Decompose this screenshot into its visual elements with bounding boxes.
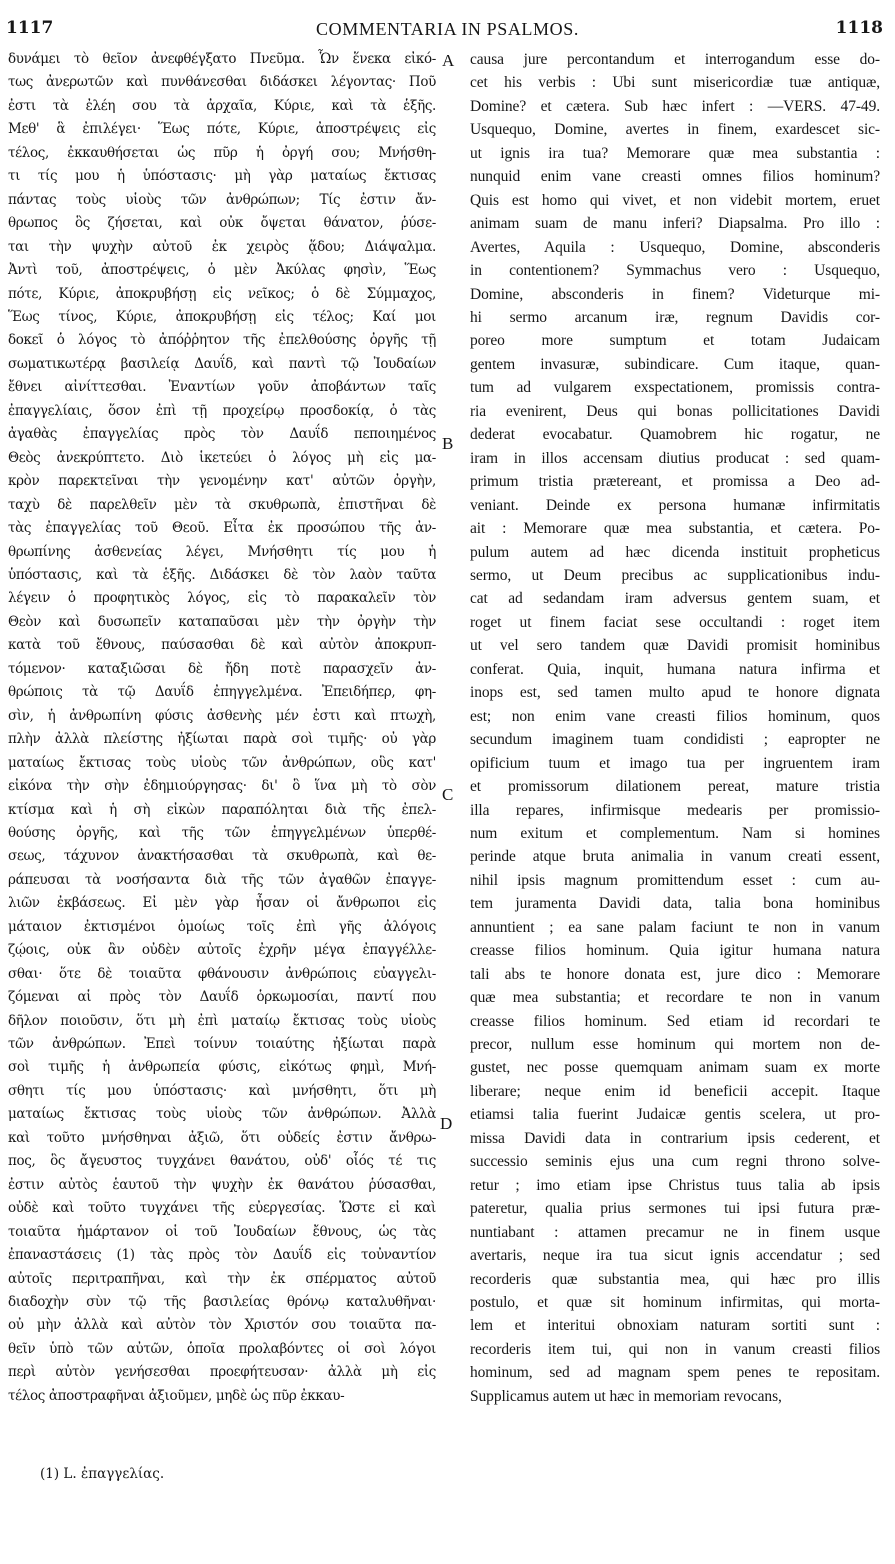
latin-text-line: et promissorum dilationem pereat, mature tristia	[470, 778, 880, 796]
margin-letter-d: D	[440, 1114, 453, 1133]
greek-text-line: λέγειν ὁ προφητικὸς λόγος, εἰς τὸ παρακαλεῖν τὸν	[8, 590, 436, 607]
greek-text-line: πλὴν ἀλλὰ πλείστης ἠξίωται παρὰ σοὶ τιμῆς· οὐ γὰρ	[8, 731, 436, 748]
greek-text-line: ἐστι τὰ ἐλέη σου τὰ ἀρχαῖα, Κύριε, καὶ τὰ ἑξῆς.	[8, 97, 436, 114]
greek-text-line: Ἀντὶ τοῦ, ἀποστρέψεις, ὁ μὲν Ἀκύλας φησὶν, Ἕως	[8, 262, 436, 279]
latin-text-line: ria evenirent, Deus qui bonas pollicitationes Davidi	[470, 402, 880, 420]
greek-text-line: περὶ αὐτὸν γενήσεσθαι προεφήτευσαν· ἀλλὰ μὴ εἰς	[8, 1364, 436, 1381]
greek-text-line: ἐστιν αὐτὸς ἑαυτοῦ τὴν ψυχὴν ἐκ θανάτου ῥύσασθαι,	[8, 1176, 436, 1193]
latin-text-line: creasse filios hominum. Sed etiam id recordari te	[470, 1012, 880, 1030]
latin-text-line: liberare; neque enim id beneficii accepit. Itaque	[470, 1082, 880, 1100]
latin-text-line: hi sermo arcanum iræ, regnum Davidis cor-	[470, 308, 880, 326]
latin-text-line: tem juramenta Davidi data, talia bona hominibus	[470, 895, 880, 913]
greek-text-line: Μεθ' ἃ ἐπιλέγει· Ἕως πότε, Κύριε, ἀποστρέψεις εἰς	[8, 121, 436, 138]
greek-text-line: σθαι· ὅτε δὲ τοιαῦτα φθάνουσιν ἀνθρώποις εὐαγγελι-	[8, 965, 436, 982]
greek-text-line: Θεὸς ἀνεκρύπτετο. Διὸ ἱκετεύει ὁ λόγος μὴ εἰς μα-	[8, 449, 436, 466]
latin-text-line: successio seminis ejus una cum regni throno solve-	[470, 1153, 880, 1171]
latin-text-line: veniant. Deinde ex persona humanæ infirmitatis	[470, 496, 880, 514]
greek-text-line: ἀγαθὰς ἐπαγγελίας πρὸς τὸν Δαυΐδ πεποιημένος	[8, 426, 436, 443]
latin-text-line: sermo, ut Deum precibus ac supplicationibus indu-	[470, 566, 880, 584]
latin-text-line: cet his verbis : Ubi sunt misericordiæ tuæ antiquæ,	[470, 74, 880, 92]
greek-text-line: κατὰ τοῦ ἔθνους, παύσασθαι δὲ καὶ αὐτὸν ἀποκρυπ-	[8, 637, 436, 654]
latin-text-line: in contentionem? Symmachus vero : Usquequo,	[470, 262, 880, 280]
latin-text-line: precor, nullum esse hominum qui mortem non de-	[470, 1036, 880, 1054]
latin-text-line: causa jure percontandum et interrogandum esse do-	[470, 51, 880, 68]
latin-text-line: Avertes, Aquila : Usquequo, Domine, absconderis	[470, 238, 880, 256]
greek-text-line: μάταιον ἐκτισμένοι ὁμοίως τοῖς ἐπὶ γῆς ἀλόγοις	[8, 918, 436, 935]
latin-text-line: Quis est homo qui vivet, et non videbit mortem, eruet	[470, 191, 880, 209]
greek-text-line: καὶ τοῦτο μνήσθηναι ἀξιῶ, ὅτι οὐδείς ἐστιν ἄνθρω-	[8, 1129, 436, 1146]
greek-text-line: αὐτοῖς περιτραπῆναι, καὶ τὴν ἐκ σπέρματος αὐτοῦ	[8, 1270, 436, 1287]
greek-text-line: τὰς ἐπαγγελίας τοῦ Θεοῦ. Εἶτα ἐκ προσώπου τῆς ἀν-	[8, 520, 436, 537]
greek-text-line: σθητι τίς μου ὑπόστασις· καὶ μνήσθητι, ὅτι μὴ	[8, 1082, 436, 1099]
latin-text-line: opificium tuum et imago tua per ingruentem iram	[470, 754, 880, 772]
greek-text-line: θεῖν ὑπὸ τῶν αὐτῶν, ὁποῖα προλαβόντες οἱ σοὶ λόγοι	[8, 1340, 436, 1357]
latin-text-line: dederat evocabatur. Quamobrem hic rogatur, ne	[470, 426, 880, 444]
latin-text-line: Domine, absconderis in finem? Videturque mi-	[470, 285, 880, 303]
greek-text-line: κρὸν παρεκτεῖναι τὴν γενομένην κατ' αὐτῶν ὀργὴν,	[8, 473, 436, 490]
latin-text-line: Supplicamus autem ut hæc in memoriam revocans,	[470, 1387, 782, 1405]
latin-text-line: perinde atque bruta animalia in vanum creati essent,	[470, 848, 880, 866]
greek-text-line: σεως, τάχυνον ἀνακτήσασθαι τὰ σκυθρωπὰ, καὶ θε-	[8, 848, 436, 865]
latin-text-line: Domine? et cætera. Sub hæc infert : —VERS. 47-49.	[470, 97, 880, 115]
latin-text-line: iram in illos accensam diutius producat : sed quam-	[470, 449, 880, 467]
greek-text-line: ράπευσαι τὰ νοσήσαντα διὰ τῆς τῶν ἀγαθῶν ἐπαγγε-	[8, 871, 436, 888]
latin-text-line: tali abs te honore donata est, jure dico : Memorare	[470, 965, 880, 983]
latin-text-line: lem et interitui obnoxiam naturam sortiti sunt :	[470, 1317, 880, 1335]
greek-text-line: δῆλον ποιοῦσιν, ὅτι μὴ ἐπὶ ματαίῳ ἔκτισας τοὺς υἱοὺς	[8, 1012, 436, 1029]
page-number-right: 1118	[835, 18, 883, 38]
latin-text-line: ut vel sero tandem quæ Davidi promisit hominibus	[470, 637, 880, 655]
greek-text-line: ματαίως ἔκτισας τοὺς υἱοὺς τῶν ἀνθρώπων. Ἀλλὰ	[8, 1106, 436, 1123]
latin-text-line: illa repares, infirmisque medearis per promissio-	[470, 801, 880, 819]
margin-letter-b: B	[442, 434, 454, 453]
running-title: COMMENTARIA IN PSALMOS.	[316, 19, 579, 39]
latin-text-line: num exitum et complementum. Nam si homines	[470, 824, 880, 842]
latin-text-line: annuntient ; ea sane palam faciunt te non in vanum	[470, 918, 880, 936]
greek-text-line: θρώποις τὰ τῷ Δαυΐδ ἐπηγγελμένα. Ἐπειδήπερ, φη-	[8, 684, 436, 701]
latin-text-line: secundum imaginem tuam condidisti ; eapropter ne	[470, 731, 880, 749]
latin-text-line: postulo, et quæ sit hominum infirmitas, qui morta-	[470, 1294, 880, 1312]
greek-text-line: θούσης ὀργῆς, καὶ τῆς τῶν ἐπηγγελμένων ὑπερθέ-	[8, 824, 436, 841]
greek-text-line: τέλος ἀποστραφῆναι ἀξιοῦμεν, μηδὲ ὡς πῦρ ἐκκαυ-	[8, 1387, 345, 1404]
greek-text-line: ζῴοις, οὐκ ἂν οὐδὲν αὐτοῖς ἐχρῆν μέγα ἐπαγγέλλε-	[8, 942, 436, 959]
latin-text-line: nuntiabant : attamen precamur ne in finem usque	[470, 1223, 880, 1241]
latin-text-line: nihil ipsis magnum promittendum esset : cum au-	[470, 871, 880, 889]
latin-text-line: recorderis item tui, qui non in vanum creasti filios	[470, 1340, 880, 1358]
latin-text-line: pulum autem ad hæc dicenda instituit propheticus	[470, 543, 880, 561]
greek-text-line: τοιαῦτα ἡμάρτανον οἱ τοῦ Ἰουδαίων ἔθνους, ὡς τὰς	[8, 1223, 436, 1240]
greek-text-line: πάντας τοὺς υἱοὺς τῶν ἀνθρώπων; Τίς ἐστιν ἄν-	[8, 191, 436, 208]
greek-text-line: ταχὺ δὲ παρελθεῖν μὲν τὰ σκυθρωπὰ, ἐπιστῆναι δὲ	[8, 496, 436, 513]
greek-text-line: πότε, Κύριε, ἀποκρυβήσῃ εἰς νεῖκος; ὁ δὲ Σύμμαχος,	[8, 285, 436, 302]
latin-text-line: roget ut finem faciat sese occultandi : roget item	[470, 613, 880, 631]
latin-text-line: cat ad sedandam iram adversus gentem suam, et	[470, 590, 880, 608]
latin-text-line: primum tristia prætereant, et promissa a Deo ad-	[470, 473, 880, 491]
margin-letter-a: A	[442, 51, 455, 70]
footnote: (1) L. ἐπαγγελίας.	[40, 1466, 165, 1482]
latin-text-line: ait : Memorare quæ mea substantia, et cætera. Po-	[470, 520, 880, 538]
greek-text-line: διαδοχὴν σὺν τῷ τῆς βασιλείας θρόνῳ καταλυθῆναι·	[8, 1294, 436, 1311]
greek-text-line: θρωπίνης ἀσθενείας λέγει, Μνήσθητι τίς μου ἡ	[8, 543, 436, 560]
margin-letter-c: C	[442, 785, 454, 804]
greek-text-line: εἰκόνα τὴν σὴν ἐδημιούργησας· δι' ὃ ἵνα μὴ τὸ σὸν	[8, 778, 436, 795]
greek-text-line: οὐ μὴν ἀλλὰ καὶ αὐτὸν τὸν Χριστόν σου τοιαῦτα πα-	[8, 1317, 436, 1334]
latin-column	[470, 48, 880, 1408]
greek-text-line: τῶν ἀνθρώπων. Ἐπεὶ τοίνυν τοιαύτης ἠξίωται παρὰ	[8, 1036, 436, 1053]
greek-text-line: τέλος, ἐκκαυθήσεται ὡς πῦρ ἡ ὀργή σου; Μνήσθη-	[8, 144, 436, 161]
greek-text-line: δοκεῖ ὁ λόγος τὸ ἀπόῤῥητον τῆς ἐπελθούσης ὀργῆς τῇ	[8, 332, 436, 349]
greek-text-line: δυνάμει τὸ θεῖον ἀνεφθέγξατο Πνεῦμα. Ὧν ἕνεκα εἰκό-	[8, 51, 436, 67]
greek-text-line: σοὶ τιμῆς ἡ ἀνθρωπεία φύσις, εἰκότως φημὶ, Μνή-	[8, 1059, 436, 1076]
latin-text-line: Usquequo, Domine, avertes in finem, exardescet sic-	[470, 121, 880, 139]
latin-text-line: conferat. Quia, inquit, humana natura infirma et	[470, 660, 880, 678]
greek-text-line: ται τὴν ψυχὴν αὐτοῦ ἐκ χειρὸς ᾅδου; Διάψαλμα.	[8, 238, 436, 255]
page-number-left: 1117	[6, 18, 54, 38]
greek-text-line: Ἕως τίνος, Κύριε, ἀποκρυβήσῃ εἰς τέλος; Καί μοι	[8, 308, 436, 325]
latin-text-line: est; non enim vane creasti filios hominum, quos	[470, 707, 880, 725]
latin-text-line: gentem invasuræ, subindicare. Cum itaque, quan-	[470, 355, 880, 373]
latin-text-line: retur ; imo etiam ipse Christus tuus talia ab ipsis	[470, 1176, 880, 1194]
greek-text-line: ματαίως ἔκτισας τοὺς υἱοὺς τῶν ἀνθρώπων, οὓς κατ'	[8, 754, 436, 771]
greek-text-line: ζόμεναι αἱ πρὸς τὸν Δαυΐδ ὁρκωμοσίαι, παντί που	[8, 989, 436, 1006]
latin-text-line: inops est, sed tamen multo apud te honore dignata	[470, 684, 880, 702]
latin-text-line: hominum, sed ad magnam spem penes te repositam.	[470, 1364, 880, 1382]
greek-text-line: σὶν, ἡ ἀνθρωπίνη φύσις ἀσθενὴς μέν ἐστι καὶ πτωχὴ,	[8, 707, 436, 724]
greek-text-line: ὑπόστασις, καὶ τὰ ἑξῆς. Διδάσκει δὲ τὸν λαὸν ταῦτα	[8, 566, 436, 583]
latin-text-line: gustet, nec posse quemquam animam suam ex morte	[470, 1059, 880, 1077]
greek-text-line: τως ἀνερωτῶν καὶ πυνθάνεσθαι διδάσκει λέγοντας· Ποῦ	[8, 74, 436, 91]
greek-text-line: κτίσμα καὶ ἡ σὴ εἰκὼν παραπόληται διὰ τῆς ἐπελ-	[8, 801, 436, 818]
latin-text-line: poreo more sumptum et totam Judaicam	[470, 332, 880, 350]
greek-text-line: πος, ὃς ἄγευστος τυγχάνει θανάτου, οὐδ' οἷός τέ τις	[8, 1153, 436, 1170]
latin-text-line: avertaris, neque ira tua sicut ignis accendatur ; sed	[470, 1247, 880, 1265]
greek-text-line: Θεὸν καὶ δυσωπεῖν καταπαῦσαι μὲν τὴν ὀργὴν τὴν	[8, 613, 436, 630]
greek-text-line: οὐδὲ καὶ τοῦτο τυγχάνει τῆς εὐεργεσίας. Ὥστε εἰ καὶ	[8, 1200, 436, 1217]
greek-text-line: ἐπαναστάσεις (1) τὰς πρὸς τὸν Δαυΐδ εἰς τοὐναντίον	[8, 1247, 436, 1264]
latin-text-line: pateretur, qualia prius sermones tui ipsi futura præ-	[470, 1200, 880, 1218]
latin-text-line: creasse filios hominum. Quia igitur humana natura	[470, 942, 880, 960]
latin-text-line: etiamsi talia fuerint Judaicæ gentis scelera, ut pro-	[470, 1106, 880, 1124]
greek-text-line: θρωπος ὃς ζήσεται, καὶ οὐκ ὄψεται θάνατον, ῥύσε-	[8, 215, 436, 232]
latin-text-line: animam suam de manu inferi? Diapsalma. Pro illo :	[470, 215, 880, 233]
greek-text-line: τόμενον· καταξιῶσαι δὲ ἤδη ποτὲ παρασχεῖν ἀν-	[8, 660, 436, 677]
greek-text-line: λιῶν ἐκβάσεως. Εἰ μὲν γὰρ ἦσαν οἱ ἄνθρωποι εἰς	[8, 895, 436, 912]
latin-text-line: tum ad vulgarem exspectationem, promissis contra-	[470, 379, 880, 397]
greek-text-line: τι τίς μου ἡ ὑπόστασις· μὴ γὰρ ματαίως ἔκτισας	[8, 168, 436, 185]
latin-text-line: ut ignis ira tua? Memorare quæ mea substantia :	[470, 144, 880, 162]
greek-text-line: ἔθνει αἰνίττεσθαι. Ἐναντίων γοῦν ἀποβάντων ταῖς	[8, 379, 436, 396]
greek-text-line: σωματικωτέρᾳ βασιλείᾳ Δαυΐδ, καὶ παντὶ τῷ Ἰουδαίων	[8, 355, 436, 372]
greek-column	[8, 48, 436, 1408]
page-header	[0, 14, 895, 40]
latin-text-line: missa Davidi data in contrarium ipsis cederent, et	[470, 1129, 880, 1147]
latin-text-line: quæ mea substantia; et recordare te non in vanum	[470, 989, 880, 1007]
greek-text-line: ἐπαγγελίαις, ὅσον ἐπὶ τῇ προχείρῳ προσδοκίᾳ, ὁ τὰς	[8, 402, 436, 419]
latin-text-line: nunquid enim vane creasti omnes filios hominum?	[470, 168, 880, 186]
latin-text-line: recorderis quæ substantia mea, qui hæc pro illis	[470, 1270, 880, 1288]
